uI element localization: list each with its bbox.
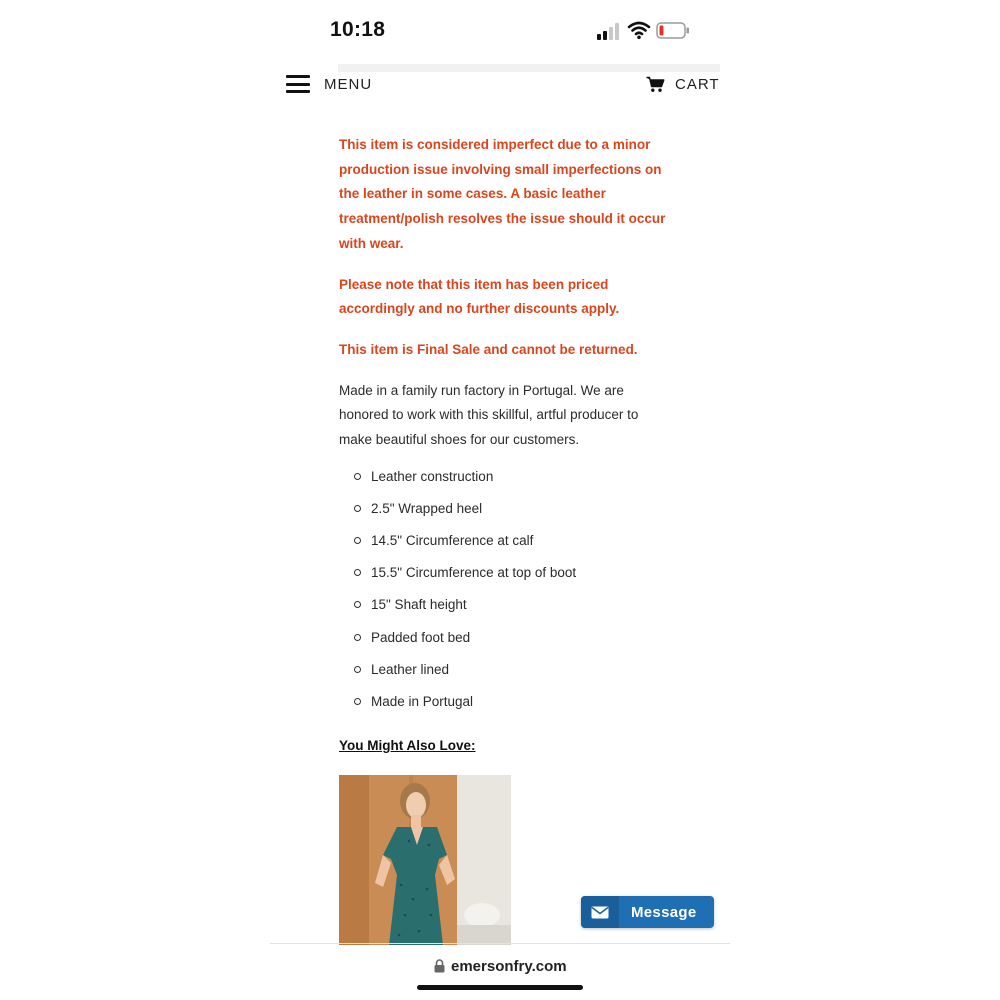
pricing-notice: Please note that this item has been priced accordingly and no further discounts apply.	[339, 276, 620, 317]
message-label: Message	[631, 903, 697, 921]
hamburger-icon	[286, 75, 310, 93]
envelope-icon	[581, 896, 619, 928]
recommended-product-image[interactable]	[339, 775, 511, 945]
status-time: 10:18	[330, 18, 386, 41]
menu-label: MENU	[324, 75, 373, 93]
feature-item: Made in Portugal	[339, 692, 674, 724]
cellular-signal-icon	[596, 22, 622, 40]
battery-icon	[656, 22, 690, 39]
feature-item: Leather construction	[339, 467, 674, 499]
wifi-icon	[627, 20, 651, 40]
description-text: Made in a family run factory in Portugal. We are honored to work with this skillful, artful producer to make beautiful shoes for our customers.	[339, 382, 639, 448]
home-indicator[interactable]	[417, 985, 583, 990]
feature-item: Padded foot bed	[339, 628, 674, 660]
message-button[interactable]	[581, 896, 714, 928]
feature-list	[339, 467, 674, 725]
menu-button[interactable]	[286, 72, 372, 96]
product-description	[339, 133, 674, 724]
lock-icon	[434, 959, 445, 973]
feature-item: Leather lined	[339, 660, 674, 692]
cart-label: CART	[675, 75, 720, 93]
you-might-also-love-heading: You Might Also Love:	[339, 738, 476, 753]
feature-item: 14.5" Circumference at calf	[339, 531, 674, 563]
feature-item: 2.5" Wrapped heel	[339, 499, 674, 531]
address-bar[interactable]	[434, 955, 567, 977]
browser-bar-divider	[270, 943, 730, 944]
url-text: emersonfry.com	[451, 957, 567, 975]
feature-item: 15" Shaft height	[339, 595, 674, 627]
cart-icon	[646, 76, 665, 93]
imperfect-notice: This item is considered imperfect due to a minor production issue involving small imperfections on the leather in some cases. A basic leather treatment/polish resolves the issue should it occur with wear.	[339, 137, 666, 251]
cart-button[interactable]	[646, 72, 720, 96]
header-divider	[338, 64, 720, 72]
feature-item: 15.5" Circumference at top of boot	[339, 563, 674, 595]
final-sale-notice: This item is Final Sale and cannot be returned.	[339, 341, 638, 357]
